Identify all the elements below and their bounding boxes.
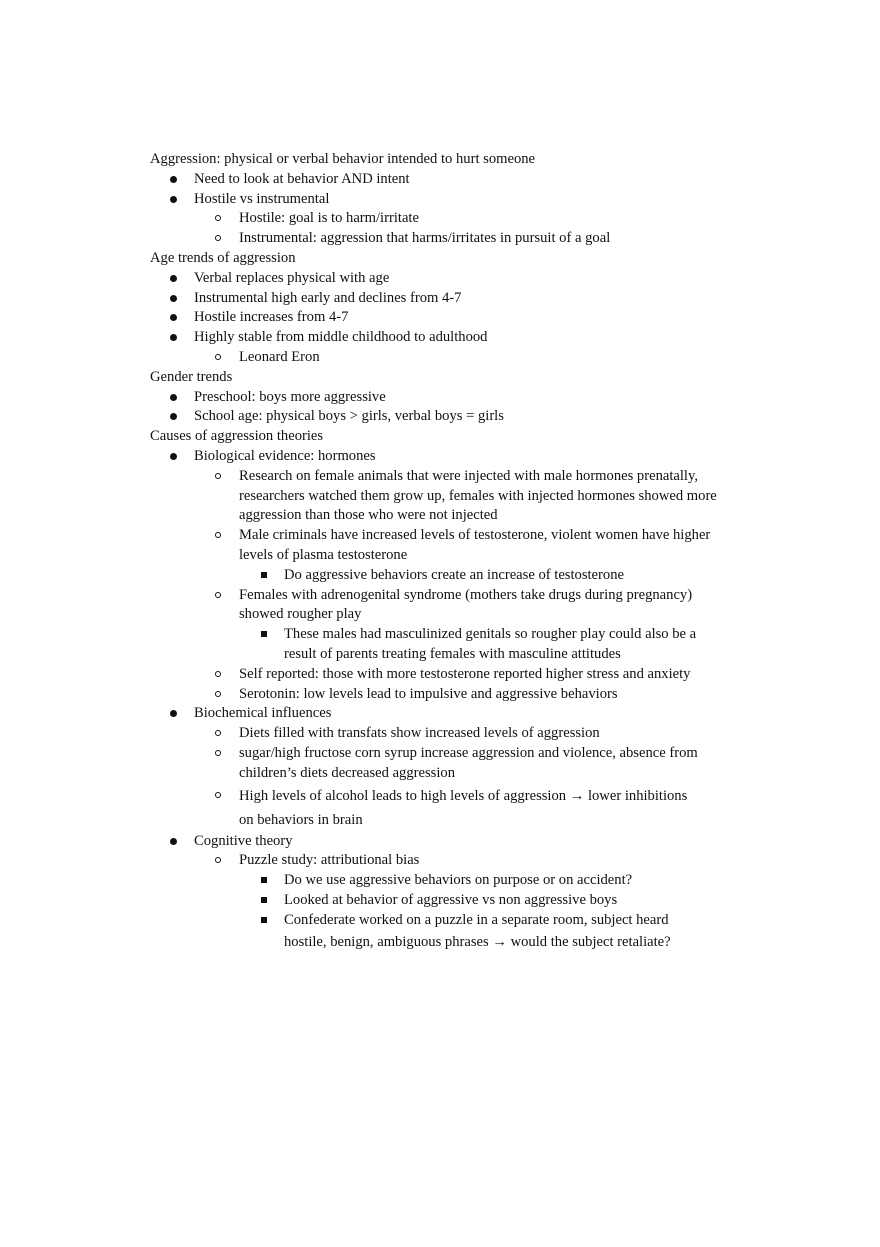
hollow-circle-bullet-icon <box>215 857 221 863</box>
hollow-circle-bullet-icon <box>215 215 221 221</box>
line-text: Hostile increases from 4-7 <box>194 309 349 326</box>
line-text: These males had masculinized genitals so rougher play could also be a <box>284 626 697 643</box>
bullet-item <box>0 586 880 606</box>
hollow-circle-bullet-icon <box>215 354 221 360</box>
filled-circle-bullet-icon <box>170 453 177 460</box>
line-text: children’s diets decreased aggression <box>239 764 455 781</box>
document-body <box>0 150 880 954</box>
line-text: sugar/high fructose corn syrup increase aggression and violence, absence from <box>239 744 698 761</box>
line-text: result of parents treating females with masculine attitudes <box>284 645 621 662</box>
line-text: Aggression: physical or verbal behavior intended to hurt someone <box>150 151 536 167</box>
line-text: Preschool: boys more aggressive <box>194 388 386 405</box>
heading-line <box>0 368 880 388</box>
line-text: Do aggressive behaviors create an increase of testosterone <box>284 566 624 583</box>
continuation-line <box>0 605 880 625</box>
bullet-item <box>0 308 880 328</box>
square-bullet-icon <box>261 897 267 903</box>
line-text: Age trends of aggression <box>150 249 296 266</box>
line-text: Biochemical influences <box>194 705 332 722</box>
continuation-line <box>0 764 880 784</box>
heading-line <box>0 249 880 269</box>
line-text: Puzzle study: attributional bias <box>239 852 420 869</box>
square-bullet-icon <box>261 877 267 883</box>
line-text: levels of plasma testosterone <box>239 546 408 563</box>
line-text: aggression than those who were not injected <box>239 507 498 524</box>
filled-circle-bullet-icon <box>170 314 177 321</box>
continuation-line <box>0 930 880 954</box>
line-text: showed rougher play <box>239 606 362 623</box>
filled-circle-bullet-icon <box>170 176 177 183</box>
line-text: Hostile vs instrumental <box>194 190 330 207</box>
line-text: Diets filled with transfats show increased levels of aggression <box>239 725 600 742</box>
hollow-circle-bullet-icon <box>215 691 221 697</box>
bullet-item <box>0 407 880 427</box>
square-bullet-icon <box>261 917 267 923</box>
hollow-circle-bullet-icon <box>215 532 221 538</box>
bullet-item <box>0 348 880 368</box>
hollow-circle-bullet-icon <box>215 792 221 798</box>
bullet-item <box>0 447 880 467</box>
bullet-item <box>0 685 880 705</box>
line-text: Need to look at behavior AND intent <box>194 170 410 187</box>
bullet-item <box>0 891 880 911</box>
line-text: Male criminals have increased levels of testosterone, violent women have higher <box>239 527 711 544</box>
bullet-item <box>0 871 880 891</box>
heading-line <box>0 150 880 170</box>
bullet-item <box>0 269 880 289</box>
bullet-item <box>0 209 880 229</box>
line-text: High levels of alcohol leads to high levels of aggression → lower inhibitions <box>239 787 688 804</box>
bullet-item <box>0 724 880 744</box>
line-text: Verbal replaces physical with age <box>194 269 390 286</box>
line-text: Research on female animals that were injected with male hormones prenatally, <box>239 467 698 484</box>
heading-line <box>0 427 880 447</box>
line-text: Cognitive theory <box>194 832 293 849</box>
bullet-item <box>0 832 880 852</box>
filled-circle-bullet-icon <box>170 710 177 717</box>
bullet-item <box>0 625 880 645</box>
bullet-item <box>0 467 880 487</box>
line-text: Highly stable from middle childhood to adulthood <box>194 329 488 346</box>
bullet-item <box>0 784 880 808</box>
filled-circle-bullet-icon <box>170 413 177 420</box>
line-text: hostile, benign, ambiguous phrases → would the subject retaliate? <box>284 934 671 951</box>
filled-circle-bullet-icon <box>170 838 177 845</box>
filled-circle-bullet-icon <box>170 334 177 341</box>
bullet-item <box>0 704 880 724</box>
line-text: Looked at behavior of aggressive vs non aggressive boys <box>284 891 618 908</box>
hollow-circle-bullet-icon <box>215 473 221 479</box>
square-bullet-icon <box>261 572 267 578</box>
line-text: Instrumental: aggression that harms/irritates in pursuit of a goal <box>239 230 611 247</box>
square-bullet-icon <box>261 631 267 637</box>
continuation-line <box>0 546 880 566</box>
line-text: School age: physical boys > girls, verbal boys = girls <box>194 408 504 425</box>
bullet-item <box>0 289 880 309</box>
continuation-line <box>0 645 880 665</box>
line-text: Instrumental high early and declines from 4-7 <box>194 289 462 306</box>
continuation-line <box>0 506 880 526</box>
bullet-item <box>0 388 880 408</box>
line-text: Leonard Eron <box>239 348 320 365</box>
line-text: Confederate worked on a puzzle in a separate room, subject heard <box>284 911 669 928</box>
line-text: Causes of aggression theories <box>150 428 324 445</box>
line-text: on behaviors in brain <box>239 811 363 828</box>
line-text: Self reported: those with more testosterone reported higher stress and anxiety <box>239 665 691 682</box>
line-text: Gender trends <box>150 368 233 385</box>
line-text: Females with adrenogenital syndrome (mothers take drugs during pregnancy) <box>239 586 693 603</box>
continuation-line <box>0 487 880 507</box>
bullet-item <box>0 190 880 210</box>
bullet-item <box>0 911 880 931</box>
line-text: Hostile: goal is to harm/irritate <box>239 210 419 227</box>
bullet-item <box>0 328 880 348</box>
line-text: researchers watched them grow up, females with injected hormones showed more <box>239 487 717 504</box>
line-text: Serotonin: low levels lead to impulsive and aggressive behaviors <box>239 685 618 702</box>
hollow-circle-bullet-icon <box>215 671 221 677</box>
filled-circle-bullet-icon <box>170 295 177 302</box>
bullet-item <box>0 229 880 249</box>
hollow-circle-bullet-icon <box>215 235 221 241</box>
continuation-line <box>0 808 880 832</box>
bullet-item <box>0 170 880 190</box>
bullet-item <box>0 526 880 546</box>
line-text: Do we use aggressive behaviors on purpose or on accident? <box>284 872 633 889</box>
line-text: Biological evidence: hormones <box>194 447 376 464</box>
hollow-circle-bullet-icon <box>215 730 221 736</box>
hollow-circle-bullet-icon <box>215 750 221 756</box>
bullet-item <box>0 744 880 764</box>
filled-circle-bullet-icon <box>170 196 177 203</box>
bullet-item <box>0 851 880 871</box>
hollow-circle-bullet-icon <box>215 592 221 598</box>
filled-circle-bullet-icon <box>170 394 177 401</box>
bullet-item <box>0 665 880 685</box>
filled-circle-bullet-icon <box>170 275 177 282</box>
bullet-item <box>0 566 880 586</box>
